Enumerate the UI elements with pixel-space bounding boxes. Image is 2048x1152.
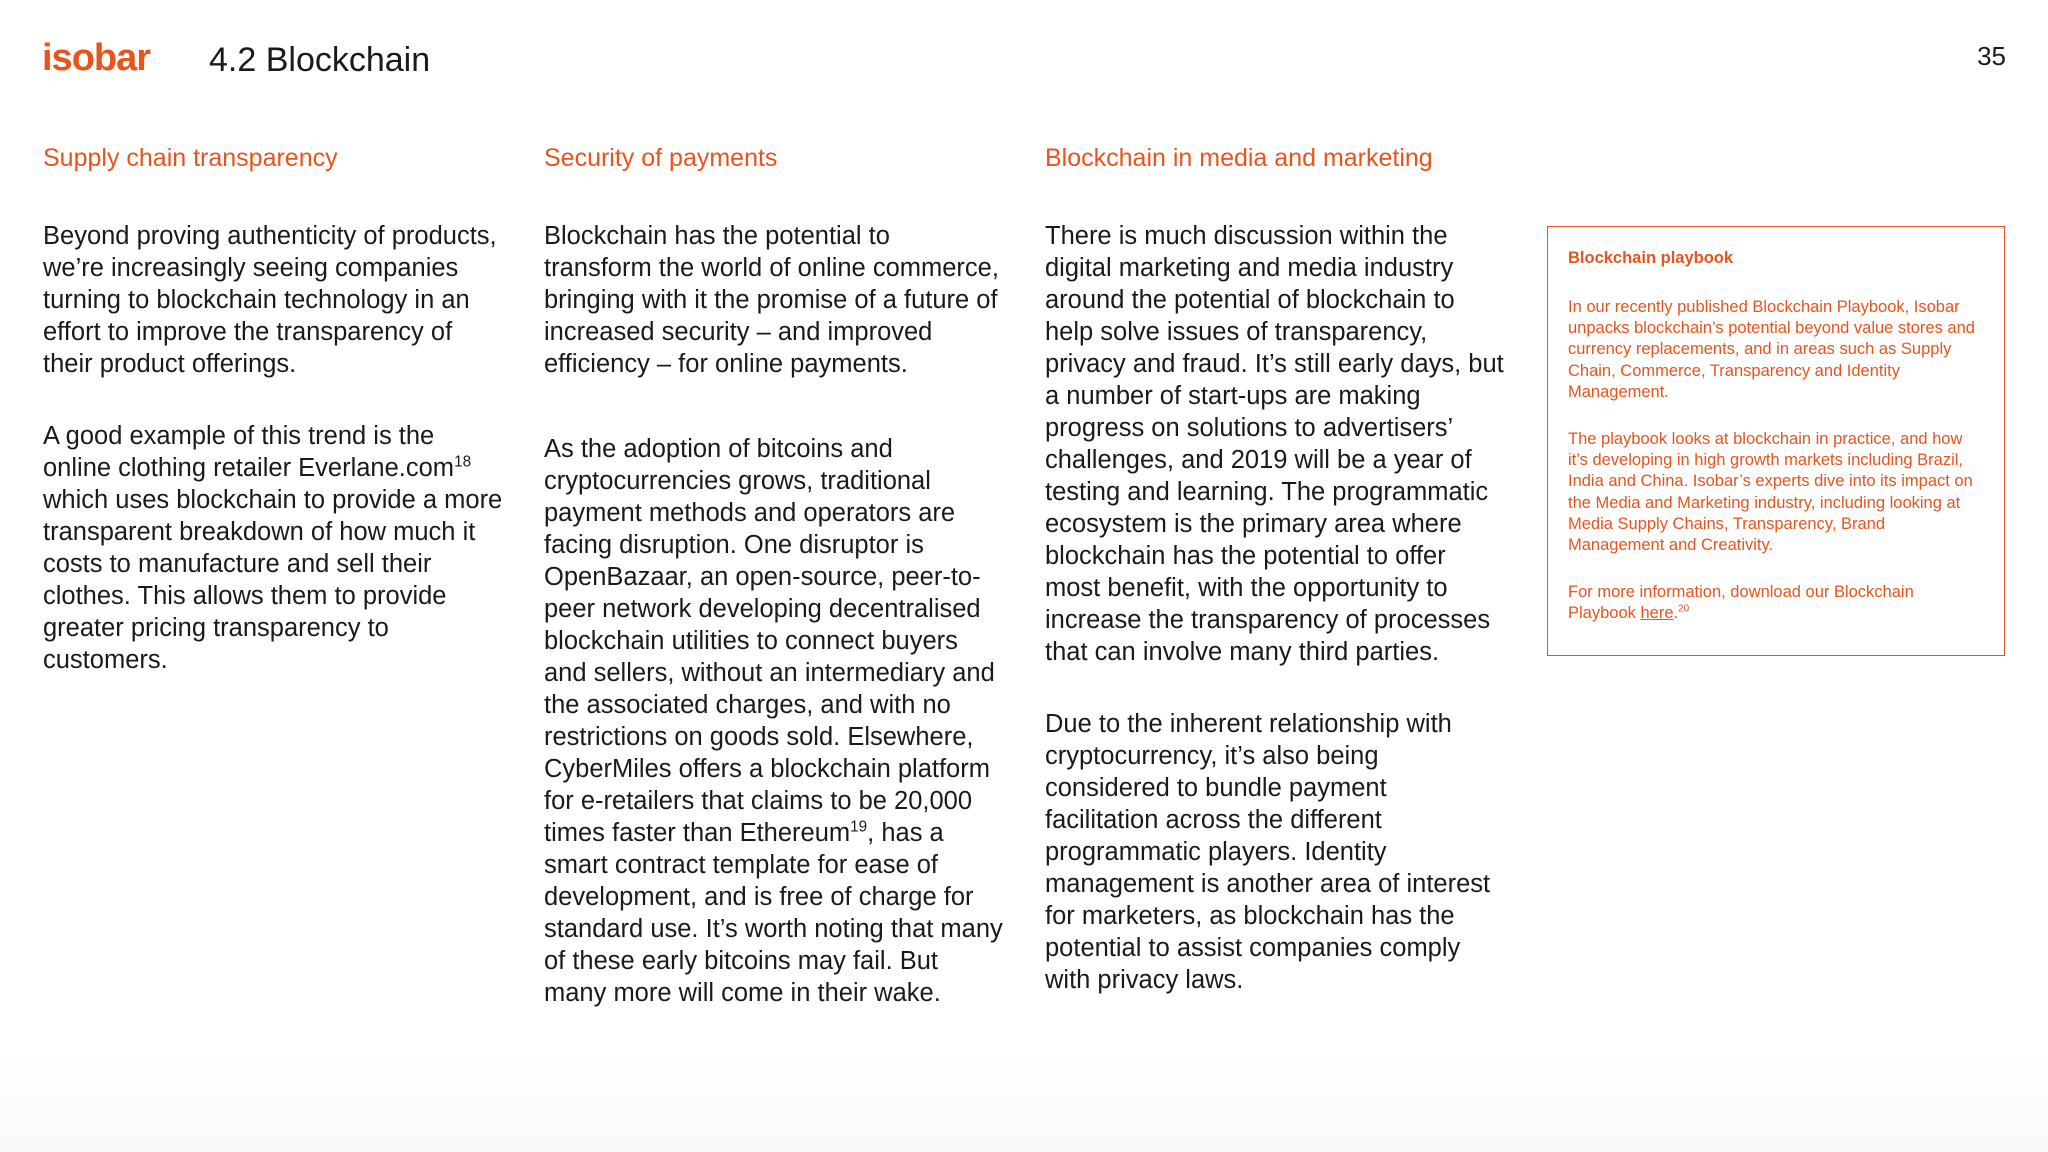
paragraph: Due to the inherent relationship with cryptocurrency, it’s also being considered to bundle payment facilitation across the different programmatic players. Identity management is another area of interest for marketers, as blockchain has the potential to assist companies comply with privacy laws.: [1045, 710, 1491, 994]
sidebar-more-info-text: For more information, download our Blockchain Playbook: [1568, 583, 1914, 623]
footnote-ref: 18: [454, 453, 472, 471]
column-security-payments: [544, 140, 1004, 1049]
page-bottom-shade: [0, 1052, 2048, 1152]
paragraph: Blockchain has the potential to transform the world of online commerce, bringing with it the promise of a future of increased security – and improved efficiency – for online payments.: [544, 222, 999, 378]
column-media-marketing: [1045, 140, 1505, 1036]
paragraph: [544, 433, 1004, 1009]
blockchain-playbook-box: [1547, 226, 2005, 656]
sidebar-more-info: [1568, 582, 1984, 624]
sidebar-paragraph: In our recently published Blockchain Playbook, Isobar unpacks blockchain’s potential beyond value stores and currency replacements, and in areas such as Supply Chain, Commerce, Transparency and Identity Management.: [1568, 298, 1975, 401]
sidebar-paragraph: The playbook looks at blockchain in practice, and how it’s developing in high growth markets including Brazil, India and China. Isobar’s experts dive into its impact on the Media and Marketing industry, including looking at Media Supply Chains, Transparency, Brand Management and Creativity.: [1568, 430, 1973, 555]
link-suffix: .: [1673, 604, 1679, 623]
page-title: 4.2 Blockchain: [209, 41, 431, 79]
paragraph: Beyond proving authenticity of products, we’re increasingly seeing companies turning to blockchain technology in an effort to improve the transparency of their product offerings.: [43, 222, 497, 378]
paragraph-text: A good example of this trend is the online clothing retailer Everlane.com: [43, 422, 455, 482]
paragraph-text: As the adoption of bitcoins and cryptocurrencies grows, traditional payment methods and operators are facing disruption. One disruptor is OpenBazaar, an open-source, peer-to-peer network developing decentralised blockchain utilities to connect buyers and sellers, without an intermediary and the associated charges, and with no restrictions on goods sold. Elsewhere, CyberMiles offers a blockchain platform for e-retailers that claims to be 20,000 times faster than Ethereum: [544, 435, 995, 847]
sidebar-title: Blockchain playbook: [1568, 249, 1734, 267]
paragraph: There is much discussion within the digital marketing and media industry around the potential of blockchain to help solve issues of transparency, privacy and fraud. It’s still early days, but a number of start-ups are making progress on solutions to advertisers’ challenges, and 2019 will be a year of testing and learning. The programmatic ecosystem is the primary area where blockchain has the potential to offer most benefit, with the opportunity to increase the transparency of processes that can involve many third parties.: [1045, 222, 1504, 666]
heading-media-marketing: Blockchain in media and marketing: [1045, 144, 1433, 172]
heading-security-payments: Security of payments: [544, 144, 778, 172]
page-number: 35: [1977, 41, 2006, 71]
column-supply-chain: [43, 140, 503, 716]
isobar-logo: isobar: [42, 37, 151, 79]
paragraph: [43, 420, 503, 676]
footnote-ref: 19: [850, 818, 868, 836]
paragraph-text: which uses blockchain to provide a more transparent breakdown of how much it costs to manufacture and sell their clothes. This allows them to provide greater pricing transparency to customers.: [43, 486, 503, 674]
paragraph-text: , has a smart contract template for ease of development, and is free of charge for standard use. It’s worth noting that many of these early bitcoins may fail. But many more will come in their wake.: [544, 819, 1003, 1007]
footnote-ref: 20: [1678, 603, 1690, 615]
playbook-download-link[interactable]: here: [1640, 604, 1674, 623]
heading-supply-chain: Supply chain transparency: [43, 144, 338, 172]
